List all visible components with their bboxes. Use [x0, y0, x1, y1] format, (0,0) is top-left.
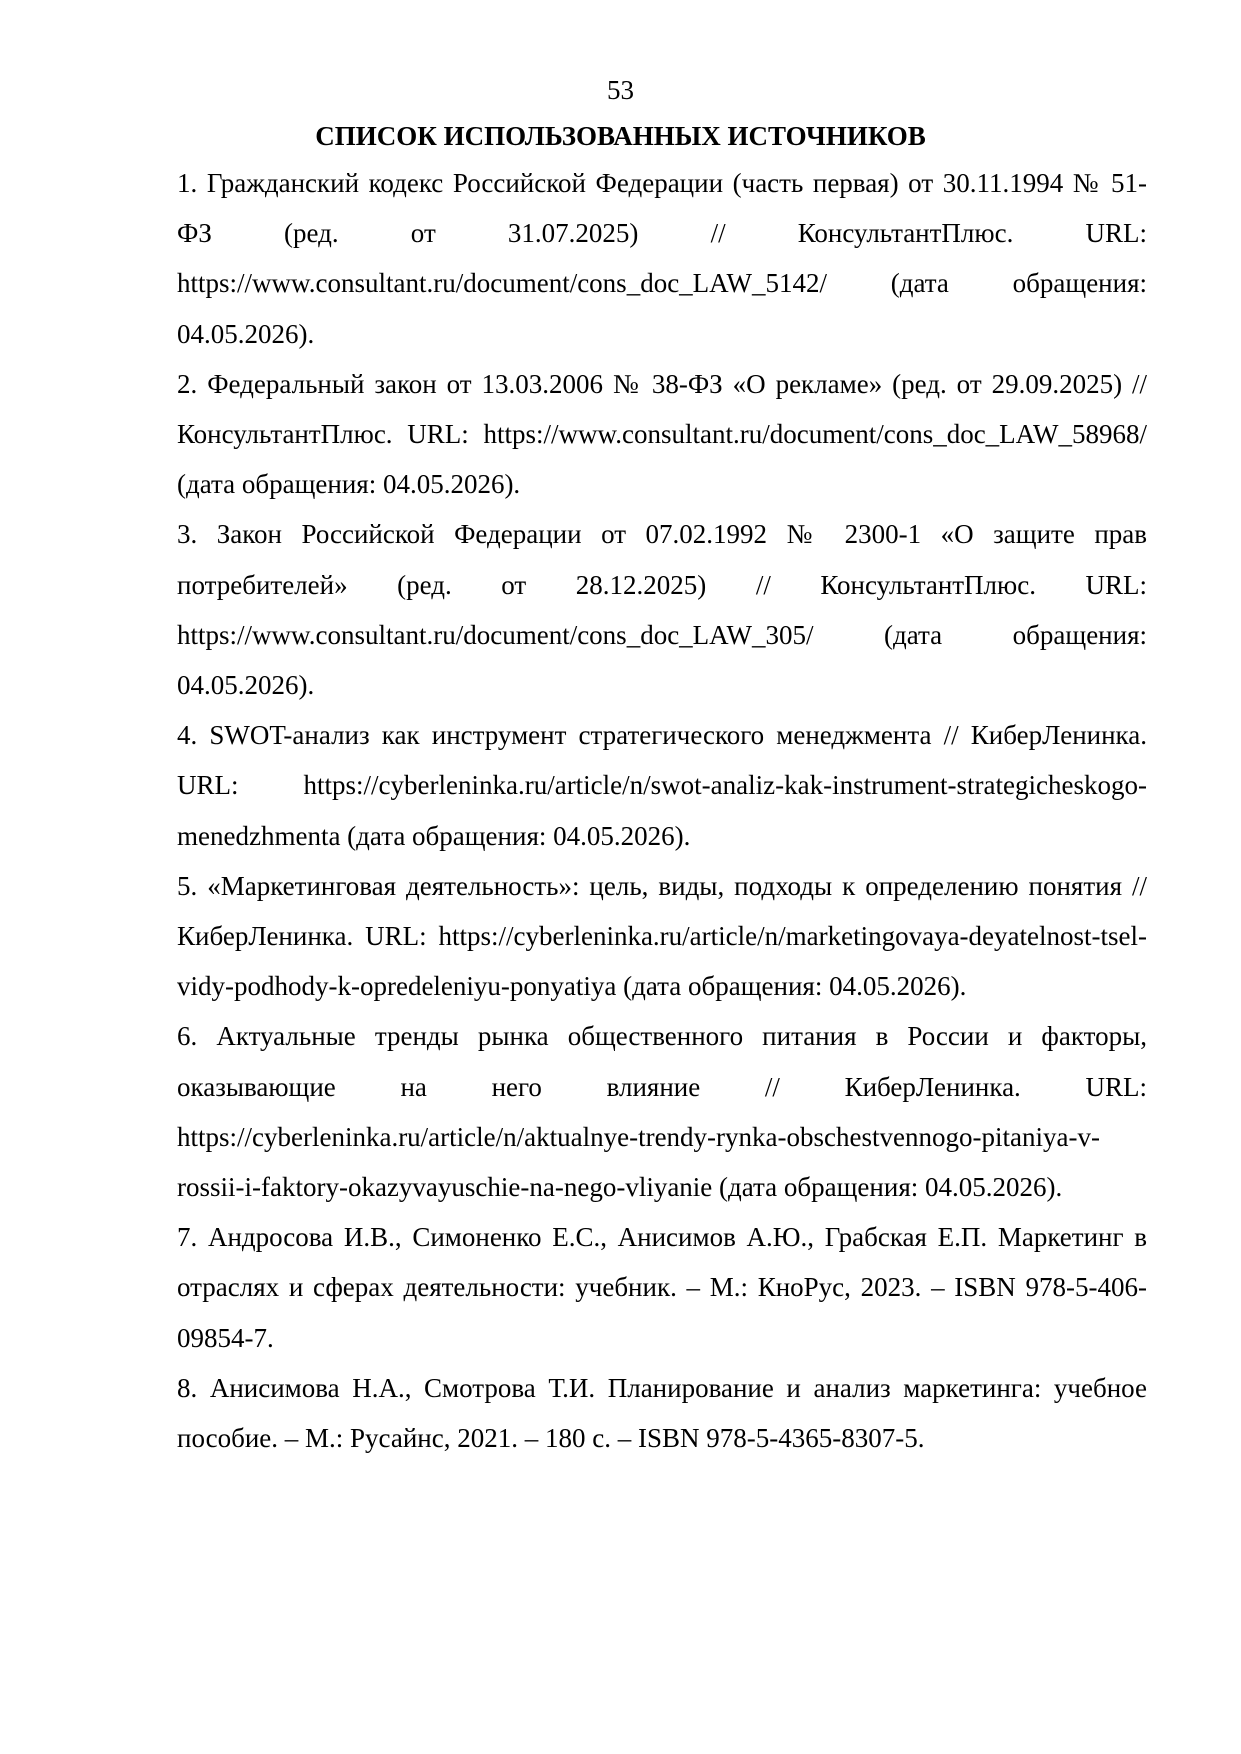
reference-item-1: 1. Гражданский кодекс Российской Федерации (часть первая) от 30.11.1994 № 51-ФЗ (ред. от 31.07.2025) // КонсультантПлюс. URL: https://www.consultant.ru/document/cons_doc_LAW_5142/ (дата обращения: 04.05.2026). [177, 168, 1147, 349]
reference-item-4: 4. SWOT-анализ как инструмент стратегического менеджмента // КиберЛенинка. URL: https://cyberleninka.ru/article/n/swot-analiz-kak-instrument-strategicheskogo-menedzhmenta (дата обращения: 04.05.2026). [177, 720, 1147, 851]
reference-item-5: 5. «Маркетинговая деятельность»: цель, виды, подходы к определению понятия // КиберЛенинка. URL: https://cyberleninka.ru/article/n/marketingovaya-deyatelnost-tsel-vidy-podhody-k-opredeleniyu-ponyatiya (дата обращения: 04.05.2026). [177, 870, 1147, 1002]
page-title: СПИСОК ИСПОЛЬЗОВАННЫХ ИСТОЧНИКОВ [315, 121, 926, 151]
page-number: 53 [607, 75, 634, 105]
reference-list [177, 158, 1147, 1463]
reference-item-6: 6. Актуальные тренды рынка общественного питания в России и факторы, оказывающие на него влияние // КиберЛенинка. URL: https://cyberleninka.ru/article/n/aktualnye-trendy-rynka-obschestvennogo-pitaniya-v-rossii-i-faktory-okazyvayuschie-na-nego-vliyanie (дата обращения: 04.05.2026). [177, 1021, 1147, 1203]
reference-item-3: 3. Закон Российской Федерации от 07.02.1992 № 2300-1 «О защите прав потребителей» (ред. от 28.12.2025) // КонсультантПлюс. URL: https://www.consultant.ru/document/cons_doc_LAW_305/ (дата обращения: 04.05.2026). [177, 519, 1147, 701]
reference-item-7: 7. Андросова И.В., Симоненко Е.С., Анисимов А.Ю., Грабская Е.П. Маркетинг в отраслях и сферах деятельности: учебник. – М.: КноРус, 2023. – ISBN 978-5-406-09854-7. [177, 1222, 1147, 1353]
reference-item-2: 2. Федеральный закон от 13.03.2006 № 38-ФЗ «О рекламе» (ред. от 29.09.2025) // КонсультантПлюс. URL: https://www.consultant.ru/document/cons_doc_LAW_58968/ (дата обращения: 04.05.2026). [177, 368, 1147, 500]
reference-item-8: 8. Анисимова Н.А., Смотрова Т.И. Планирование и анализ маркетинга: учебное пособие. – М.: Русайнс, 2021. – 180 с. – ISBN 978-5-4365-8307-5. [177, 1372, 1147, 1454]
